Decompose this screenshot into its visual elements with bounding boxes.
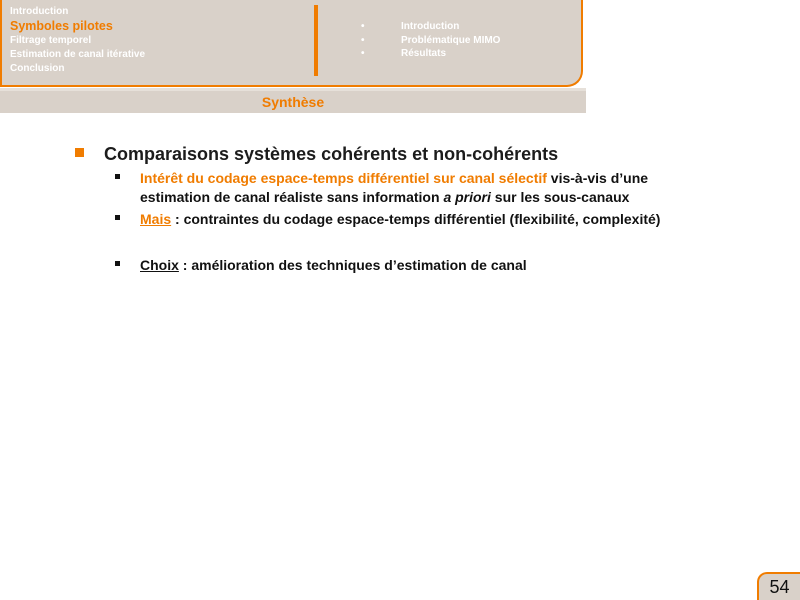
point-3 [140,256,527,275]
point-1-highlight: Intérêt du codage espace-temps différentiel sur canal sélectif [140,170,547,186]
subsection-label: Problématique MIMO [401,34,501,46]
page-number: 54 [757,572,800,600]
nav-section-filtrage-temporel[interactable]: Filtrage temporel [10,35,92,46]
nav-section-introduction[interactable]: Introduction [10,6,69,17]
bullet-icon: • [361,48,365,59]
slide-heading: Comparaisons systèmes cohérents et non-cohérents [104,144,559,164]
point-3-keyword: Choix [140,257,179,273]
slide-title-band [0,91,586,113]
point-1-line-1 [140,169,648,188]
point-1-line-2-b: sur les sous-canaux [490,189,630,205]
point-1-italic: a priori [443,189,491,205]
bullet-icon: • [361,34,365,46]
square-bullet-icon [115,174,120,179]
square-bullet-icon [115,261,120,266]
point-2-keyword: Mais [140,211,172,227]
square-bullet-icon [75,148,84,157]
point-1-text: vis-à-vis d’une [546,170,649,186]
subsection-label: Résultats [401,48,447,59]
bullet-icon: • [361,21,365,32]
navigation-panel [0,0,583,87]
section-list [10,5,145,76]
subsection-label: Introduction [401,21,460,32]
square-bullet-icon [115,215,120,220]
point-1-line-2 [140,188,629,207]
point-1-line-2-a: estimation de canal réaliste sans information [140,189,444,205]
nav-section-symboles-pilotes[interactable]: Symboles pilotes [10,19,113,33]
point-3-text: : amélioration des techniques d’estimation de canal [178,257,527,273]
slide-title: Synthèse [261,94,325,110]
nav-section-conclusion[interactable]: Conclusion [10,63,65,74]
nav-divider [314,5,318,76]
point-2-text: : contraintes du codage espace-temps différentiel (flexibilité, complexité) [171,211,661,227]
point-2 [140,210,660,229]
nav-section-estimation-canal[interactable]: Estimation de canal itérative [10,49,146,60]
